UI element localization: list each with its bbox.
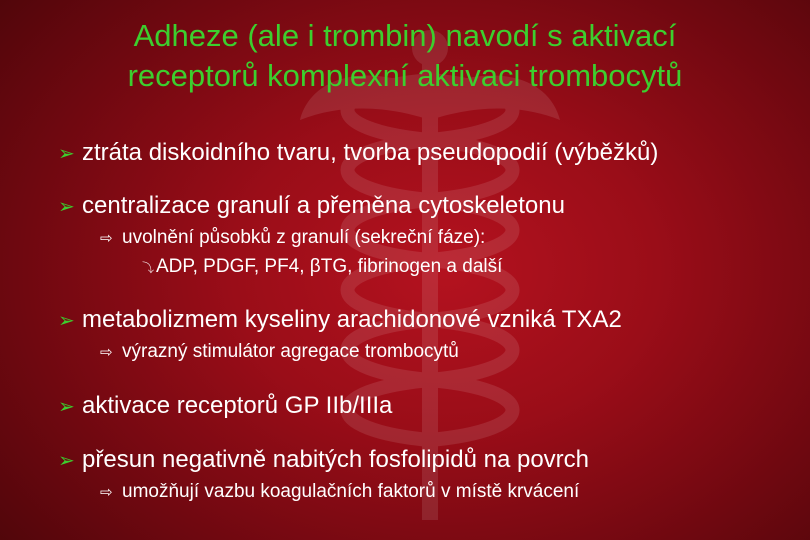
sub-bullet-text: umožňují vazbu koagulačních faktorů v místě krvácení (122, 481, 580, 502)
arrow-bullet-icon: ➢ (58, 396, 75, 418)
arrow-bullet-icon: ➢ (58, 143, 75, 165)
bullet-item (58, 392, 392, 421)
bullet-item (58, 139, 658, 168)
outlined-arrow-icon: ⇨ (100, 484, 113, 501)
bullet-text: centralizace granulí a přeměna cytoskeletonu (82, 192, 565, 219)
slide-title (0, 16, 810, 96)
sub-bullet-text: uvolnění působků z granulí (sekreční fáze): (122, 227, 486, 248)
bullet-text: ztráta diskoidního tvaru, tvorba pseudopodií (výběžků) (82, 139, 659, 166)
bullet-text: metabolizmem kyseliny arachidonové vzniká TXA2 (82, 306, 622, 333)
outlined-arrow-icon: ⇨ (100, 344, 113, 361)
sub-bullet-item (100, 226, 485, 251)
arrow-bullet-icon: ➢ (58, 196, 75, 218)
swirl-arrow-icon: ⤵ (142, 261, 155, 275)
bullet-text: aktivace receptorů GP IIb/IIIa (82, 392, 393, 419)
bullet-item (58, 306, 622, 335)
title-line-1: Adheze (ale i trombin) navodí s aktivací (133, 18, 677, 53)
subsub-bullet-item (142, 255, 502, 280)
bullet-text: přesun negativně nabitých fosfolipidů na povrch (82, 446, 589, 473)
bullet-item (58, 446, 589, 475)
sub-bullet-item (100, 340, 459, 365)
title-line-2: receptorů komplexní aktivaci trombocytů (127, 58, 683, 93)
arrow-bullet-icon: ➢ (58, 450, 75, 472)
arrow-bullet-icon: ➢ (58, 310, 75, 332)
sub-bullet-item (100, 480, 579, 505)
subsub-bullet-text: ADP, PDGF, PF4, βTG, fibrinogen a další (156, 256, 503, 277)
sub-bullet-text: výrazný stimulátor agregace trombocytů (122, 341, 459, 362)
outlined-arrow-icon: ⇨ (100, 230, 113, 247)
bullet-item (58, 192, 565, 221)
